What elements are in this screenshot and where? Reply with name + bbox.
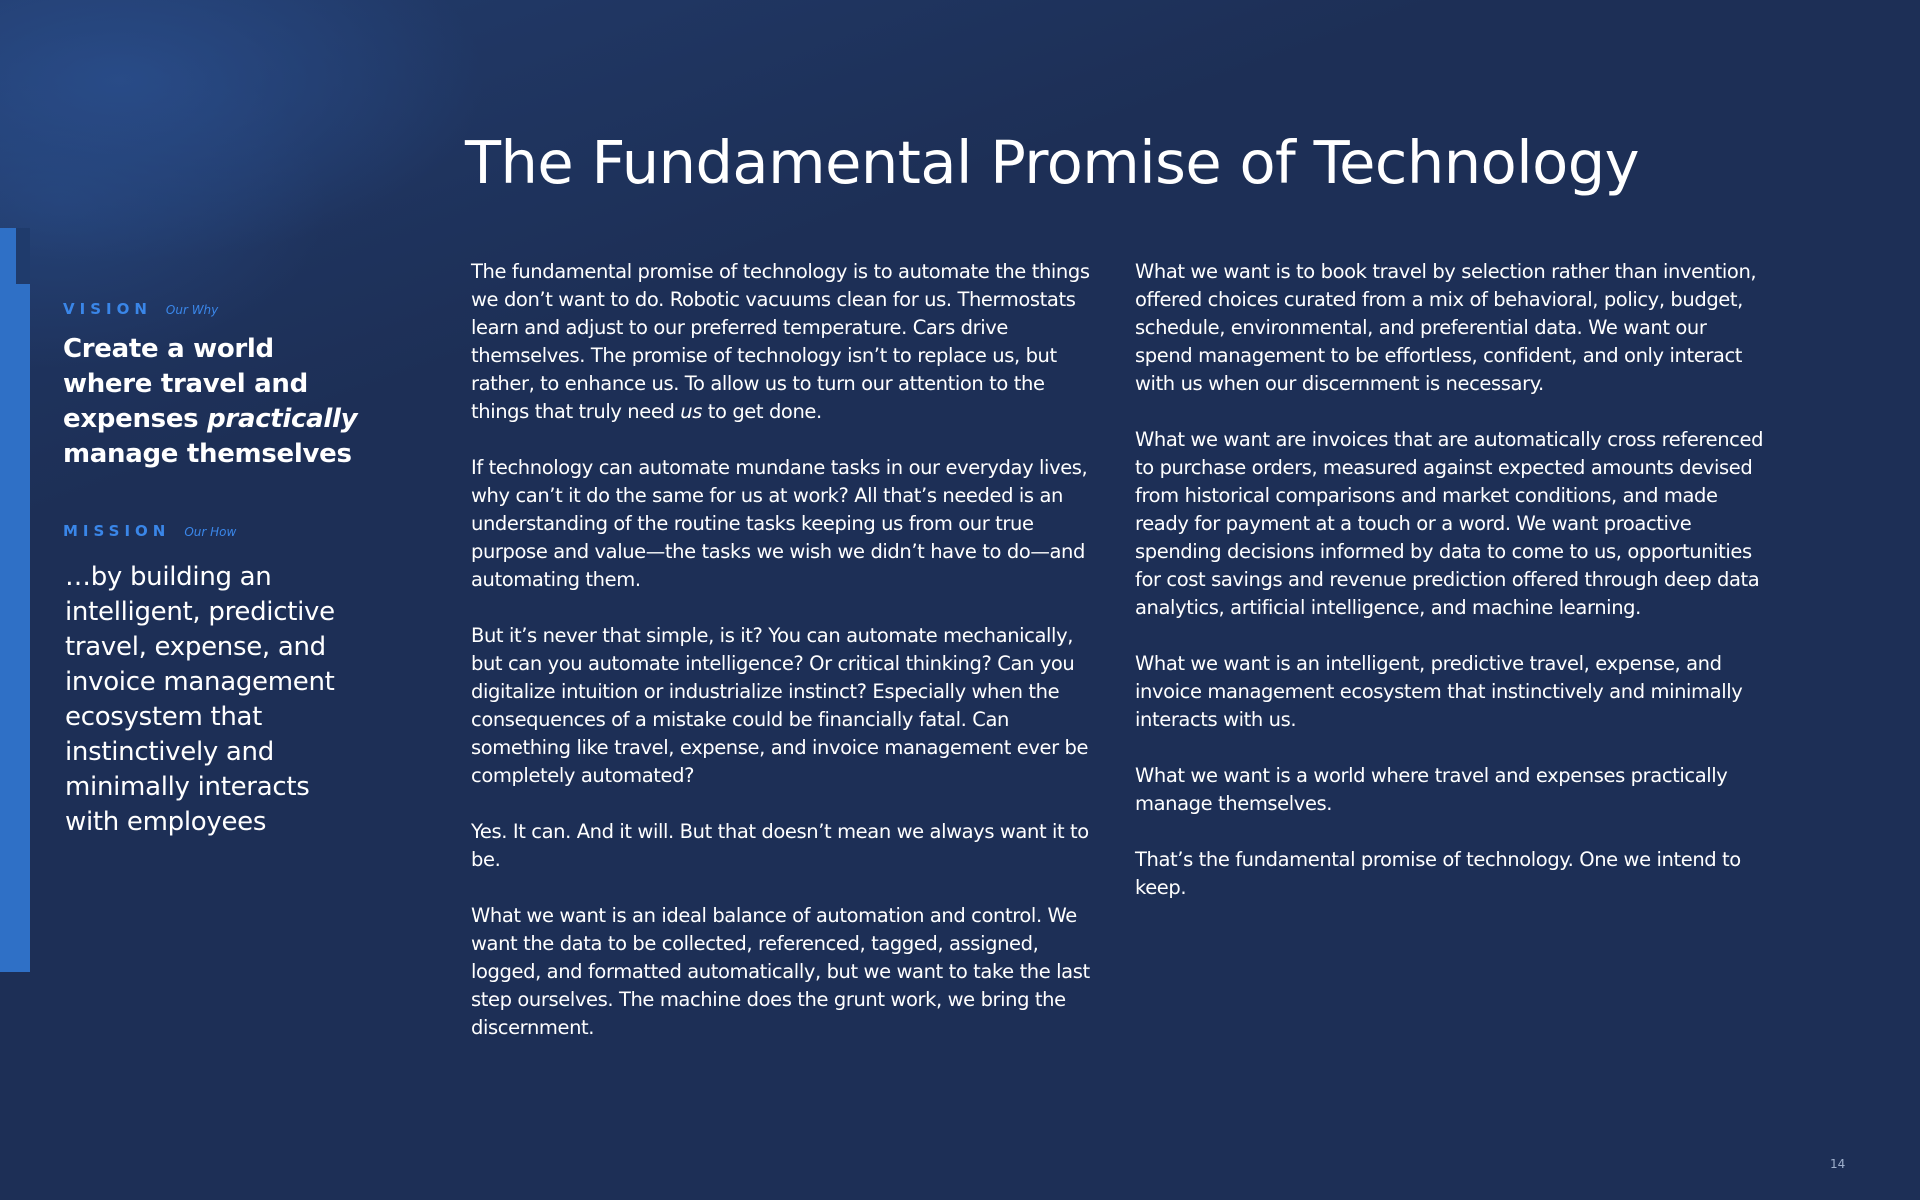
left-p1-emphasis: us bbox=[680, 400, 702, 423]
left-p1-after: to get done. bbox=[701, 400, 822, 423]
mission-label-row bbox=[63, 522, 363, 540]
vision-statement-emphasis: practically bbox=[207, 404, 358, 434]
right-paragraph-1: What we want is to book travel by selection rather than invention, offered choices curated from a mix of behavioral, policy, budget, schedule, environmental, and preferential data. We want our spend management to be effortless, confident, and only interact with us when our discernment is necessary. bbox=[1135, 260, 1757, 395]
accent-notch-cut bbox=[16, 228, 30, 284]
accent-bar bbox=[0, 228, 30, 972]
left-column bbox=[471, 258, 1103, 1070]
page-title: The Fundamental Promise of Technology bbox=[465, 128, 1640, 197]
vision-statement-before: Create a world where travel and expenses bbox=[63, 334, 308, 434]
accent-notch bbox=[0, 228, 16, 284]
right-paragraph-3: What we want is an intelligent, predictive travel, expense, and invoice management ecosystem that instinctively and minimally interacts with us. bbox=[1135, 652, 1743, 731]
mission-statement: …by building an intelligent, predictive travel, expense, and invoice management ecosystem that instinctively and minimally interacts with employees bbox=[65, 562, 335, 837]
mission-sublabel: Our How bbox=[184, 525, 237, 539]
right-paragraph-4: What we want is a world where travel and expenses practically manage themselves. bbox=[1135, 764, 1728, 815]
vision-statement-after: manage themselves bbox=[63, 439, 352, 469]
mission-label: MISSION bbox=[63, 522, 171, 540]
page-number: 14 bbox=[1830, 1157, 1846, 1171]
vision-statement bbox=[63, 332, 363, 472]
right-paragraph-5: That’s the fundamental promise of technology. One we intend to keep. bbox=[1135, 848, 1741, 899]
right-paragraph-2: What we want are invoices that are automatically cross referenced to purchase orders, measured against expected amounts devised from historical comparisons and market conditions, and made ready for payment at a touch or a word. We want proactive spending decisions informed by data to come to us, opportunities for cost savings and revenue prediction offered through deep data analytics, artificial intelligence, and machine learning. bbox=[1135, 428, 1764, 619]
vision-block bbox=[63, 300, 363, 472]
left-paragraph-2: If technology can automate mundane tasks in our everyday lives, why can’t it do the same for us at work? All that’s needed is an understanding of the routine tasks keeping us from our true purpose and value—the tasks we wish we didn’t have to do—and automating them. bbox=[471, 456, 1088, 591]
vision-label: VISION bbox=[63, 300, 152, 318]
left-p1-before: The fundamental promise of technology is to automate the things we don’t want to do. Robotic vacuums clean for us. Thermostats learn and adjust to our preferred temperature. Cars drive themselves. The promise of technology isn’t to replace us, but rather, to enhance us. To allow us to turn our attention to the things that truly need bbox=[471, 260, 1090, 423]
left-paragraph-4: Yes. It can. And it will. But that doesn’t mean we always want it to be. bbox=[471, 820, 1089, 871]
vision-label-row bbox=[63, 300, 363, 318]
left-paragraph-3: But it’s never that simple, is it? You can automate mechanically, but can you automate intelligence? Or critical thinking? Can you digitalize intuition or industrialize instinct? Especially when the consequences of a mistake could be financially fatal. Can something like travel, expense, and invoice management ever be completely automated? bbox=[471, 624, 1089, 787]
right-column bbox=[1135, 258, 1767, 930]
sidebar bbox=[63, 300, 363, 840]
left-paragraph-1 bbox=[471, 258, 1103, 426]
vision-sublabel: Our Why bbox=[165, 303, 219, 317]
left-paragraph-5: What we want is an ideal balance of automation and control. We want the data to be collected, referenced, tagged, assigned, logged, and formatted automatically, but we want to take the last step ourselves. The machine does the grunt work, we bring the discernment. bbox=[471, 904, 1090, 1039]
mission-block bbox=[63, 522, 363, 840]
